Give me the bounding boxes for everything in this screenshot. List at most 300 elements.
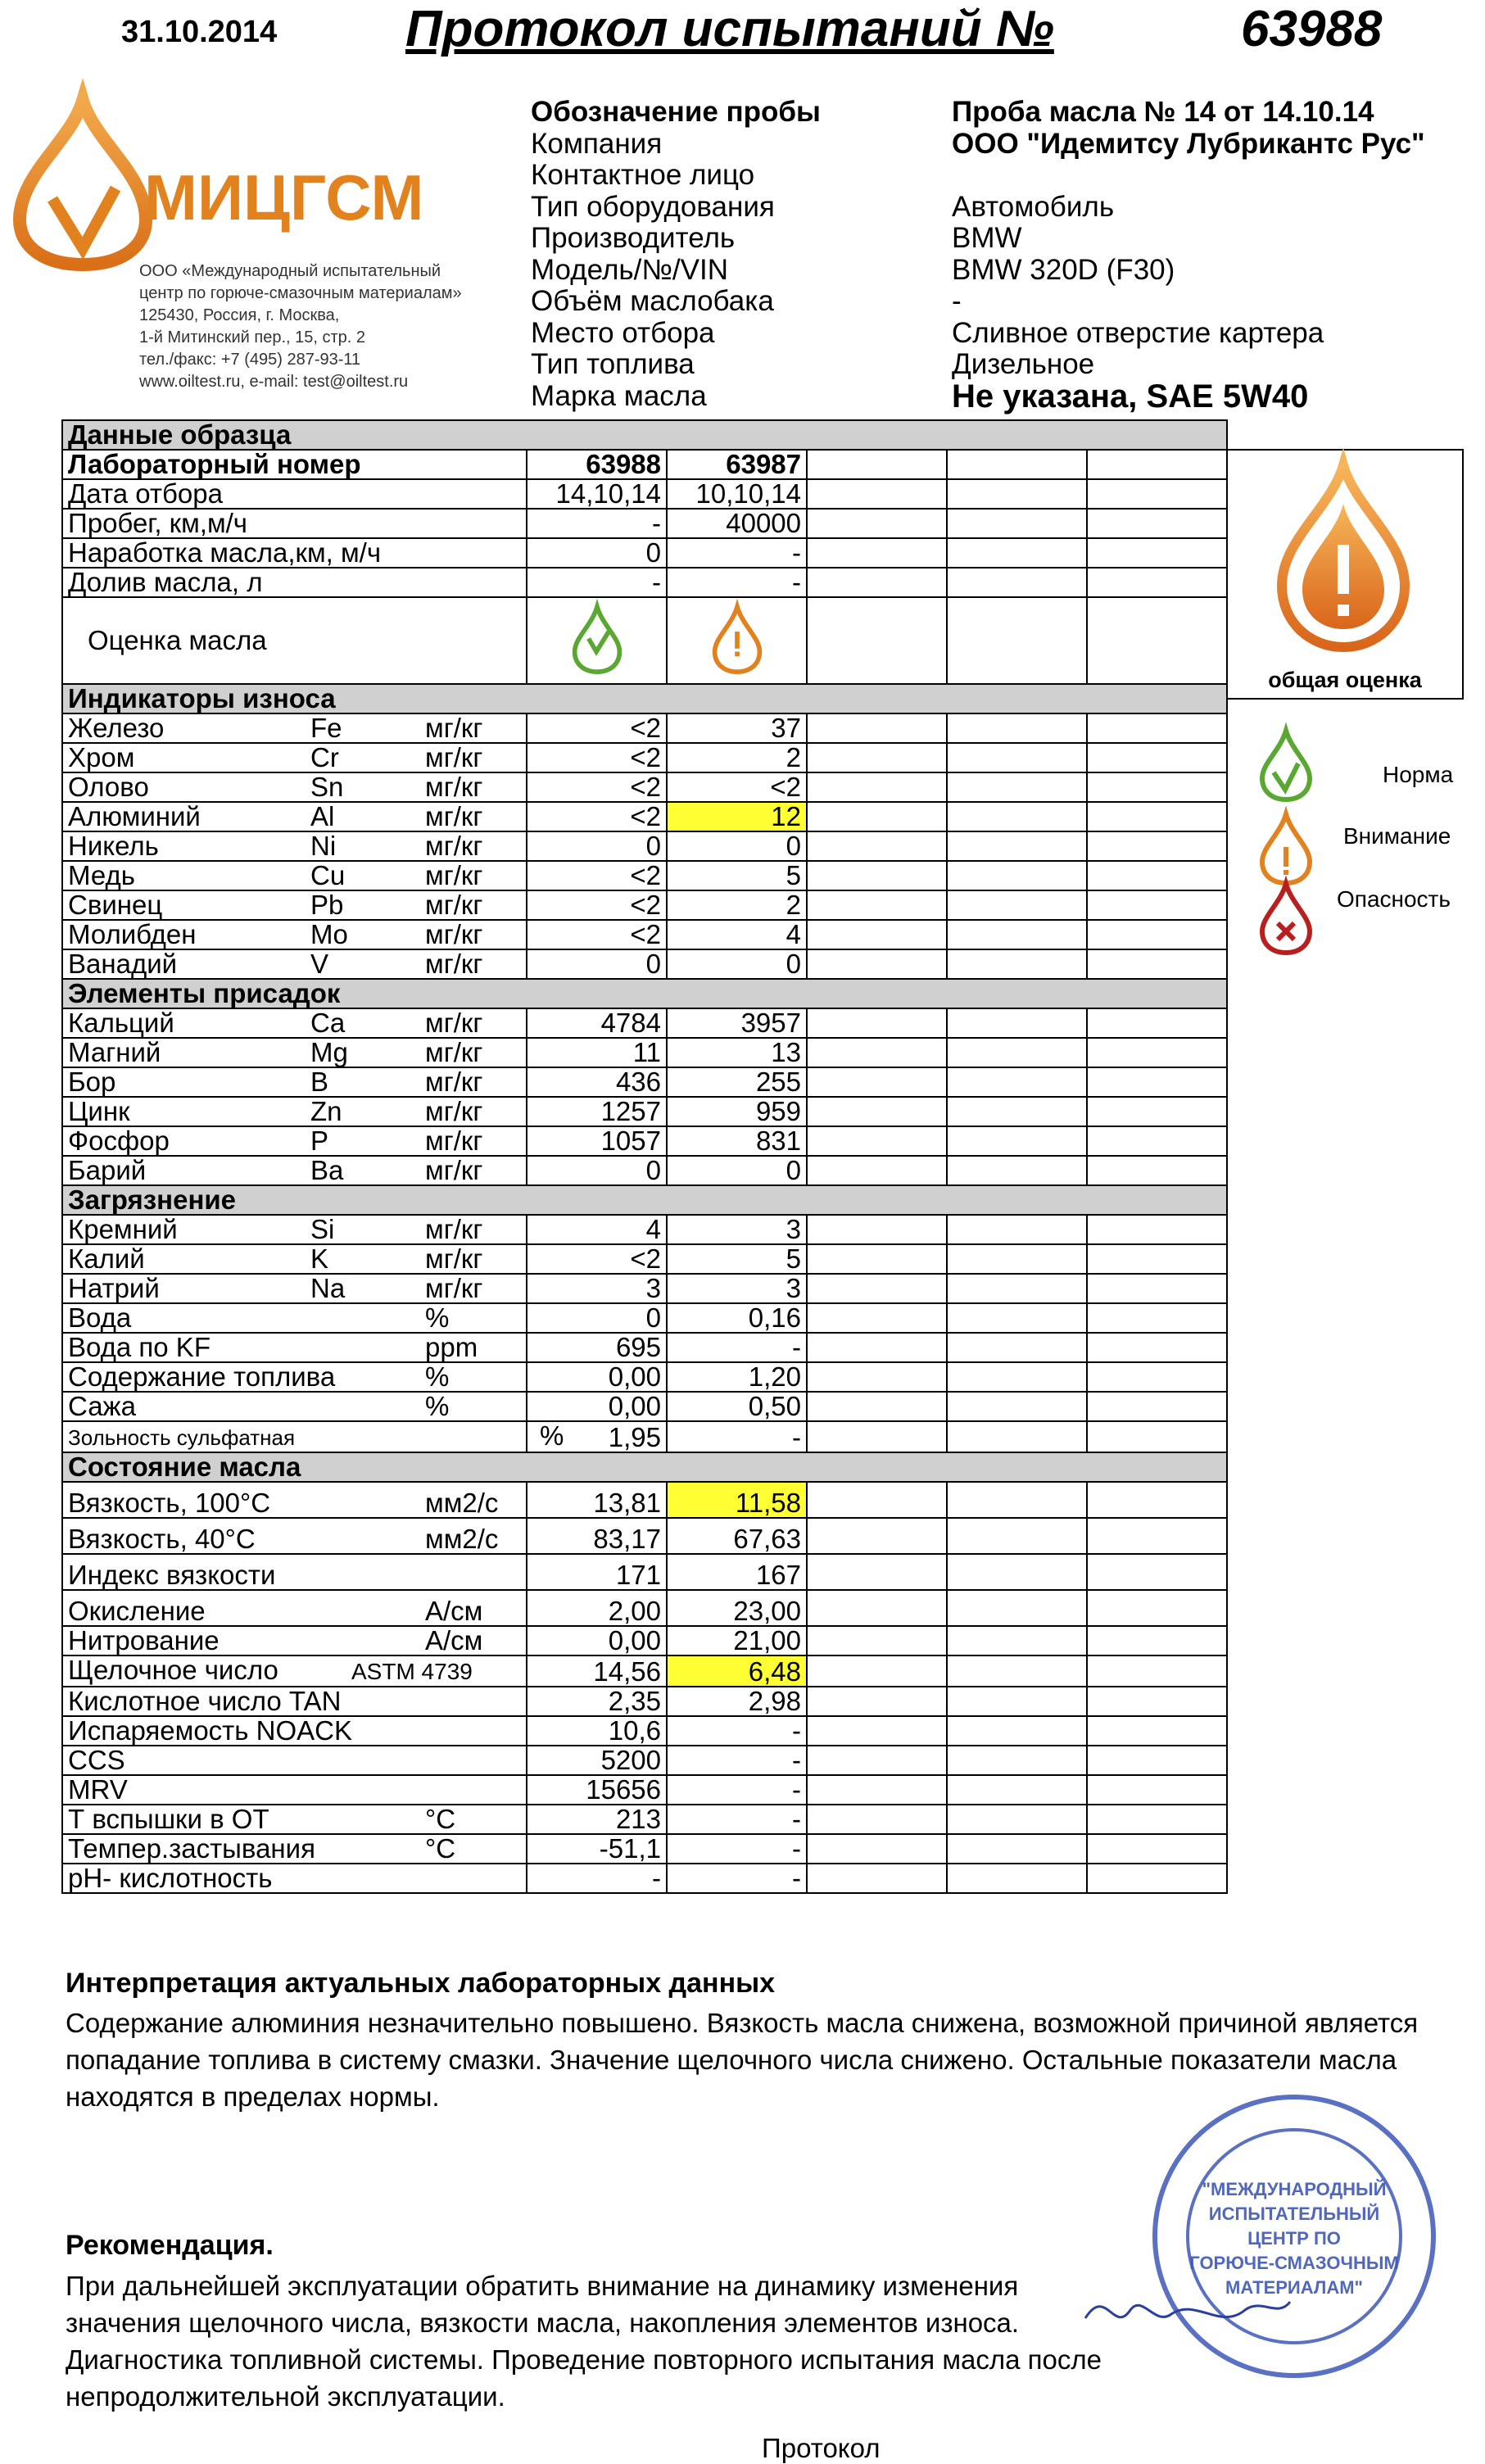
value-cell: 13 [667,1038,807,1067]
value-cell: - [527,1864,667,1893]
section-title: Состояние масла [62,1452,1227,1482]
value-cell: 0,00 [527,1626,667,1656]
table-row [62,1482,1227,1518]
value-cell: - [667,1421,807,1452]
parameter-name: Вода [68,1302,132,1333]
parameter-symbol: Na [310,1273,346,1303]
parameter-unit: мг/кг [425,1096,483,1126]
value-cell: 0 [527,1156,667,1185]
parameter-symbol: Ca [310,1008,346,1038]
empty-cell [807,1590,947,1626]
svg-text:ИСПЫТАТЕЛЬНЫЙ: ИСПЫТАТЕЛЬНЫЙ [1208,2204,1380,2224]
empty-cell [807,1156,947,1185]
value-cell: 37 [667,713,807,743]
empty-cell [947,1421,1087,1452]
value-cell: 1257 [527,1097,667,1126]
ok-drop-icon [568,604,626,673]
value-cell: 695 [527,1333,667,1362]
empty-cell [807,1805,947,1834]
empty-cell [807,1687,947,1716]
empty-cell [1087,1716,1227,1746]
parameter-unit: мг/кг [425,801,483,831]
empty-cell [807,1274,947,1303]
table-row [62,597,1227,684]
parameter-name: Никель [68,831,159,861]
parameter-symbol: ASTM 4739 [351,1659,473,1684]
empty-cell [947,890,1087,920]
value-cell: 0 [527,1303,667,1333]
value-cell: - [667,1834,807,1864]
parameter-symbol: V [310,949,329,979]
empty-cell [1087,1687,1227,1716]
table-row [62,1834,1227,1864]
value-cell: 167 [667,1554,807,1590]
parameter-cell [62,1746,527,1775]
empty-cell [1087,1362,1227,1392]
address-line: ООО «Международный испытательный [139,262,441,280]
table-row [62,1656,1227,1687]
value-cell: - [667,1716,807,1746]
parameter-unit: мг/кг [425,860,483,890]
empty-cell [947,1067,1087,1097]
section-title: Данные образца [62,420,1227,450]
parameter-cell [62,1482,527,1518]
value-cell: 2,35 [527,1687,667,1716]
empty-cell [807,568,947,597]
value-cell: 6,48 [667,1656,807,1687]
parameter-symbol: Cu [310,860,346,890]
logo-check-icon [52,188,115,248]
info-label: Модель/№/VIN [531,253,728,286]
info-label: Контактное лицо [531,159,755,191]
parameter-cell [62,1274,527,1303]
address-line: 125430, Россия, г. Москва, [139,306,340,324]
warn-drop-icon [709,604,766,673]
table-row [62,1716,1227,1746]
empty-cell [807,1038,947,1067]
parameter-symbol: P [310,1126,329,1156]
parameter-unit: мг/кг [425,1126,483,1156]
parameter-cell [62,861,527,890]
value-cell: <2 [527,890,667,920]
parameter-name: Вязкость, 100°C [68,1488,271,1518]
parameter-symbol: Fe [310,713,342,743]
row-label: Пробег, км,м/ч [62,509,527,538]
empty-cell [947,1834,1087,1864]
parameter-cell [62,1008,527,1038]
table-row [62,1687,1227,1716]
section-header [62,420,1227,450]
section-header [62,684,1227,713]
parameter-symbol: Si [310,1214,335,1244]
section-header [62,1452,1227,1482]
table-row [62,1362,1227,1392]
info-label: Марка масла [531,379,707,412]
value-cell: - [667,1775,807,1805]
assessment-cell [527,597,667,684]
parameter-unit: мм2/с [425,1488,499,1518]
empty-cell [947,1746,1087,1775]
empty-cell [1087,509,1227,538]
table-row [62,1554,1227,1590]
empty-cell [1087,1067,1227,1097]
empty-cell [1087,1554,1227,1590]
empty-cell [807,1333,947,1362]
table-row [62,1590,1227,1626]
info-value: Автомобиль [952,190,1115,223]
parameter-unit: мм2/с [425,1524,499,1554]
parameter-cell [62,1775,527,1805]
empty-cell [1087,538,1227,568]
table-row [62,1274,1227,1303]
parameter-cell [62,772,527,802]
empty-cell [1087,1834,1227,1864]
empty-cell [807,450,947,479]
empty-cell [1087,1126,1227,1156]
value-cell: 2,00 [527,1590,667,1626]
parameter-cell [62,1215,527,1244]
legend-ok-icon [1257,727,1315,801]
parameter-unit: мг/кг [425,919,483,949]
overall-warn-icon [1274,459,1413,655]
info-label: Тип топлива [531,348,695,380]
parameter-symbol: Ni [310,831,337,861]
empty-cell [947,1008,1087,1038]
value-cell: <2 [527,802,667,831]
row-label: Лабораторный номер [62,450,527,479]
parameter-name: Темпер.застывания [68,1833,315,1864]
parameter-unit: мг/кг [425,713,483,743]
empty-cell [1087,479,1227,509]
parameter-unit: мг/кг [425,1214,483,1244]
empty-cell [807,1746,947,1775]
empty-cell [1087,1244,1227,1274]
value-cell: 0 [667,1156,807,1185]
empty-cell [807,1482,947,1518]
table-row [62,743,1227,772]
parameter-unit: ppm [425,1332,478,1362]
table-row [62,538,1227,568]
parameter-cell [62,1805,527,1834]
parameter-name: Кислотное число TAN [68,1686,342,1716]
parameter-name: Содержание топлива [68,1361,336,1392]
value-cell: 2 [667,890,807,920]
legend-warn-icon [1257,811,1315,885]
empty-cell [1087,949,1227,979]
parameter-symbol: Al [310,801,335,831]
value-cell: 1,95 [527,1421,667,1452]
parameter-name: Кальций [68,1008,174,1038]
sample-info-values [952,97,1425,412]
parameter-name: Вязкость, 40°C [68,1524,256,1554]
parameter-symbol: Mo [310,919,348,949]
empty-cell [807,1421,947,1452]
value-cell: <2 [527,920,667,949]
parameter-cell [62,1590,527,1626]
parameter-cell [62,713,527,743]
empty-cell [807,772,947,802]
value-cell: 5 [667,861,807,890]
empty-cell [947,1805,1087,1834]
value-cell: 83,17 [527,1518,667,1554]
sample-info-labels [531,97,821,412]
empty-cell [1087,1805,1227,1834]
empty-cell [1087,713,1227,743]
empty-cell [807,1716,947,1746]
table-row [62,1746,1227,1775]
parameter-cell [62,1834,527,1864]
value-cell: 0,50 [667,1392,807,1421]
parameter-unit: мг/кг [425,742,483,772]
parameter-cell [62,1420,564,1452]
parameter-name: Медь [68,860,135,890]
empty-cell [807,509,947,538]
parameter-cell [62,1156,527,1185]
empty-cell [947,1590,1087,1626]
parameter-symbol: Cr [310,742,339,772]
parameter-cell [62,890,527,920]
report-title: Протокол испытаний № [405,1,1054,57]
value-cell: 23,00 [667,1590,807,1626]
assessment-cell [667,597,807,684]
value-cell: - [667,568,807,597]
info-label: Объём маслобака [531,285,774,317]
value-cell: <2 [527,1244,667,1274]
parameter-unit: мг/кг [425,1037,483,1067]
value-cell: 0 [527,538,667,568]
table-row [62,1215,1227,1244]
value-cell: 0,00 [527,1362,667,1392]
parameter-unit: мг/кг [425,772,483,802]
value-cell: 10,10,14 [667,479,807,509]
logo-wordmark: МИЦГСМ [144,161,424,233]
parameter-name: Барий [68,1155,147,1185]
info-label: Обозначение пробы [531,96,821,128]
empty-cell [1087,1303,1227,1333]
empty-cell [947,1362,1087,1392]
empty-cell [807,831,947,861]
parameter-name: Калий [68,1243,145,1274]
value-cell: - [527,509,667,538]
value-cell: 0 [667,949,807,979]
empty-cell [1087,1097,1227,1126]
empty-cell [807,861,947,890]
table-row [62,1775,1227,1805]
section-title: Загрязнение [62,1185,1227,1215]
info-value: Проба масла № 14 от 14.10.14 [952,96,1374,128]
info-value: Сливное отверстие картера [952,316,1324,349]
info-value: Не указана, SAE 5W40 [952,378,1309,414]
empty-cell [947,861,1087,890]
parameter-symbol: Sn [310,772,344,802]
parameter-cell [62,1244,527,1274]
empty-cell [807,1864,947,1893]
table-row [62,509,1227,538]
empty-cell [1087,920,1227,949]
empty-cell [1087,831,1227,861]
value-cell: 13,81 [527,1482,667,1518]
parameter-cell [62,1392,527,1421]
value-cell: 3 [667,1215,807,1244]
parameter-unit: % [425,1302,450,1333]
parameter-name: Цинк [68,1096,130,1126]
value-cell: 21,00 [667,1626,807,1656]
table-row [62,1126,1227,1156]
parameter-unit: % [425,1361,450,1392]
empty-cell [807,1656,947,1687]
parameter-unit: мг/кг [425,1067,483,1097]
empty-cell [947,802,1087,831]
value-cell: - [667,1805,807,1834]
parameter-cell [62,1864,527,1893]
empty-cell [947,1687,1087,1716]
table-row [62,949,1227,979]
section-title: Индикаторы износа [62,684,1227,713]
value-cell: - [527,568,667,597]
footer-label: Протокол [762,2433,881,2463]
empty-cell [947,1126,1087,1156]
parameter-unit: % [425,1391,450,1421]
empty-cell [947,743,1087,772]
info-value [952,160,1425,192]
empty-cell [807,1067,947,1097]
section-title: Элементы присадок [62,979,1227,1008]
parameter-name: Молибден [68,919,197,949]
parameter-symbol: Ba [310,1155,344,1185]
table-row [62,1156,1227,1185]
empty-cell [807,1518,947,1554]
empty-cell [807,1303,947,1333]
value-cell: 4 [667,920,807,949]
value-cell: 0 [667,831,807,861]
parameter-name: Индекс вязкости [68,1560,276,1590]
empty-cell [1087,1746,1227,1775]
svg-text:ГОРЮЧЕ-СМАЗОЧНЫМ: ГОРЮЧЕ-СМАЗОЧНЫМ [1189,2253,1399,2273]
empty-cell [1087,1333,1227,1362]
empty-cell [1087,1038,1227,1067]
value-cell: <2 [527,861,667,890]
lab-address [139,260,462,393]
value-cell: 3 [527,1274,667,1303]
empty-cell [807,920,947,949]
empty-cell [947,1518,1087,1554]
row-label: Долив масла, л [62,568,527,597]
empty-cell [1087,1274,1227,1303]
parameter-cell [62,1656,527,1687]
table-row [62,1038,1227,1067]
parameter-cell [62,1626,527,1656]
table-row [62,1626,1227,1656]
parameter-name: Ванадий [68,949,178,979]
empty-cell [947,538,1087,568]
parameter-name: Железо [68,713,165,743]
value-cell: 10,6 [527,1716,667,1746]
empty-cell [807,713,947,743]
empty-cell [807,1126,947,1156]
parameter-cell [62,1362,527,1392]
empty-cell [947,1274,1087,1303]
parameter-unit: мг/кг [425,1155,483,1185]
parameter-name: Испаряемость NOACK [68,1715,353,1746]
empty-cell [1087,743,1227,772]
table-row [62,1421,1227,1452]
empty-cell [947,509,1087,538]
parameter-cell [62,1303,527,1333]
empty-cell [807,597,947,684]
value-cell: 14,10,14 [527,479,667,509]
table-row [62,568,1227,597]
parameter-unit: мг/кг [425,1273,483,1303]
value-cell: 213 [527,1805,667,1834]
empty-cell [1087,1421,1227,1452]
table-row [62,772,1227,802]
parameter-name: CCS [68,1745,125,1775]
value-cell: <2 [527,713,667,743]
empty-cell [807,1215,947,1244]
parameter-symbol: Zn [310,1096,342,1126]
table-row [62,1805,1227,1834]
lab-logo [13,97,439,260]
value-cell: 959 [667,1097,807,1126]
parameter-symbol: Mg [310,1037,348,1067]
empty-cell [1087,1590,1227,1626]
table-row [62,479,1227,509]
parameter-name: Свинец [68,890,163,920]
value-cell: 12 [667,802,807,831]
interpretation-title: Интерпретация актуальных лабораторных данных [66,1968,776,1999]
parameter-cell [62,949,527,979]
info-label: Производитель [531,222,736,254]
parameter-cell [62,1067,527,1097]
address-line: центр по горюче-смазочным материалам» [139,284,462,302]
empty-cell [947,597,1087,684]
value-cell: 63987 [667,450,807,479]
parameter-name: Фосфор [68,1126,170,1156]
parameter-name: Магний [68,1037,161,1067]
empty-cell [807,1362,947,1392]
parameter-cell [62,1518,527,1554]
parameter-cell [62,1097,527,1126]
table-row [62,1864,1227,1893]
value-cell: 4784 [527,1008,667,1038]
parameter-symbol: K [310,1243,329,1274]
parameter-unit: мг/кг [425,831,483,861]
parameter-name: Хром [68,742,135,772]
section-header [62,1185,1227,1215]
value-cell: 1057 [527,1126,667,1156]
parameter-name: Алюминий [68,801,201,831]
table-row [62,1333,1227,1362]
empty-cell [1087,1518,1227,1554]
empty-cell [947,1716,1087,1746]
svg-text:"МЕЖДУНАРОДНЫЙ: "МЕЖДУНАРОДНЫЙ [1202,2179,1387,2199]
parameter-cell [62,1333,527,1362]
value-cell: -51,1 [527,1834,667,1864]
parameter-name: Натрий [68,1273,160,1303]
table-row [62,831,1227,861]
parameter-unit: °C [425,1833,456,1864]
empty-cell [807,949,947,979]
row-label: Наработка масла,км, м/ч [62,538,527,568]
empty-cell [947,1244,1087,1274]
value-cell: - [667,538,807,568]
parameter-name: Окисление [68,1596,206,1626]
svg-text:МАТЕРИАЛАМ": МАТЕРИАЛАМ" [1225,2277,1363,2298]
value-cell: 1,20 [667,1362,807,1392]
empty-cell [1087,890,1227,920]
legend-danger-label: Опасность [1337,886,1451,912]
empty-cell [1087,1864,1227,1893]
